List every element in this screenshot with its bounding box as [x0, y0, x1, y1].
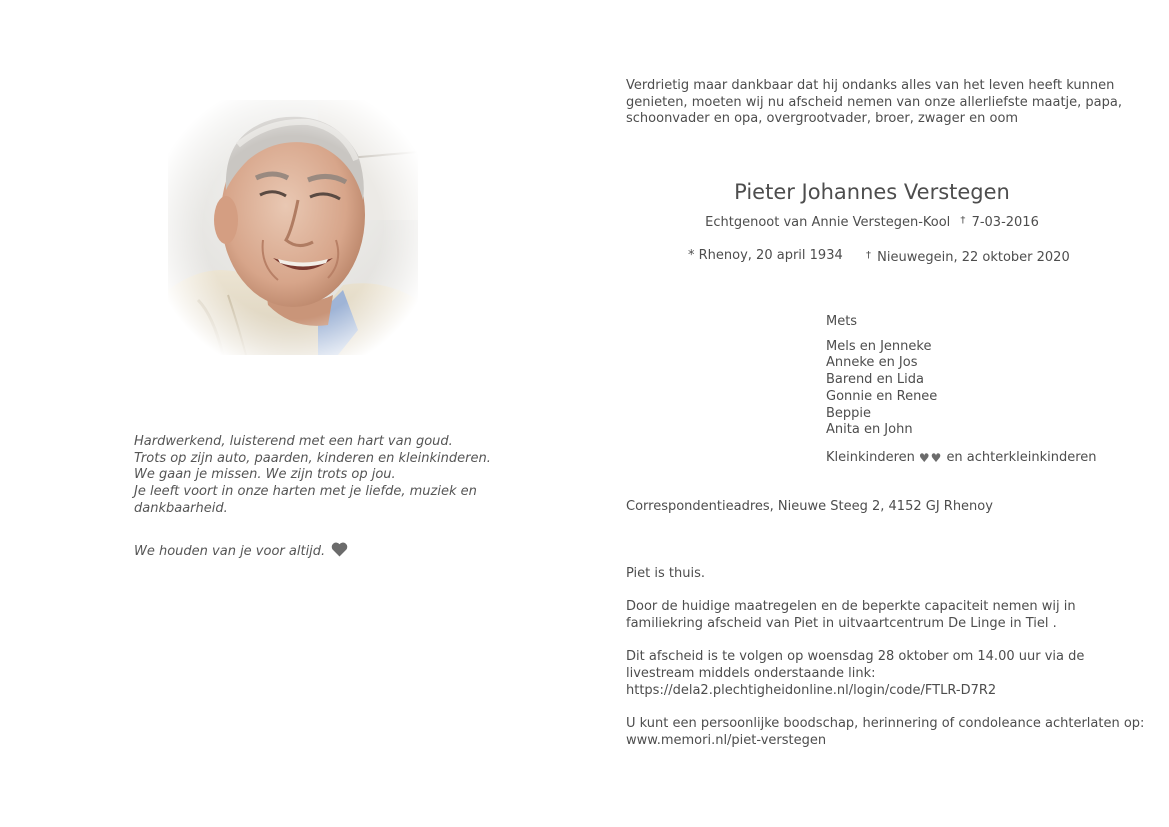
info-paragraph [626, 649, 1144, 699]
correspondence-address: Correspondentieadres, Nieuwe Steeg 2, 4152 GJ Rhenoy [626, 499, 993, 514]
intro-text [626, 78, 1122, 128]
spouse-line [626, 215, 1118, 230]
funeral-info [626, 566, 1144, 766]
info-line: Dit afscheid is te volgen op woensdag 28 oktober om 14.00 uur via de [626, 649, 1085, 665]
heart-icon [331, 542, 348, 561]
child-entry: Anita en John [826, 422, 913, 438]
info-line: familiekring afscheid van Piet in uitvaartcentrum De Linge in Tiel . [626, 616, 1057, 632]
intro-line: Verdrietig maar dankbaar dat hij ondanks alles van het leven heeft kunnen [626, 78, 1115, 93]
info-paragraph [626, 716, 1144, 749]
child-entry: Mels en Jenneke [826, 338, 932, 354]
poem-line: Je leeft voort in onze harten met je liefde, muziek en [134, 484, 477, 500]
deceased-name: Pieter Johannes Verstegen [734, 180, 1010, 204]
info-paragraph [626, 566, 1144, 583]
grandchildren-line [826, 450, 1097, 467]
great-grandchildren-label: en achterkleinkinderen [946, 450, 1097, 465]
poem-line: Hardwerkend, luisterend met een hart van goud. [134, 434, 453, 449]
child-entry: Beppie [826, 405, 872, 421]
child-entry: Gonnie en Renee [826, 388, 938, 404]
birth-info: * Rhenoy, 20 april 1934 [688, 248, 843, 263]
partner-name: Mets [826, 314, 858, 329]
livestream-link[interactable]: https://dela2.plechtigheidonline.nl/login/code/FTLR-D7R2 [626, 682, 997, 698]
poem [134, 434, 491, 518]
intro-line: schoonvader en opa, overgrootvader, broer, zwager en oom [626, 111, 1019, 127]
child-entry: Barend en Lida [826, 372, 925, 388]
spouse-date: 7-03-2016 [971, 215, 1039, 230]
info-line: Piet is thuis. [626, 566, 706, 581]
poem-line: dankbaarheid. [134, 500, 228, 516]
grandchildren-label: Kleinkinderen [826, 450, 915, 465]
info-paragraph [626, 599, 1144, 632]
spouse-text: Echtgenoot van Annie Verstegen-Kool [705, 215, 951, 230]
cross-icon: † [866, 250, 871, 261]
death-info [866, 248, 1070, 267]
child-entry: Anneke en Jos [826, 355, 918, 371]
poem-line: We gaan je missen. We zijn trots op jou. [134, 467, 396, 483]
poem-line: Trots op zijn auto, paarden, kinderen en kleinkinderen. [134, 450, 491, 466]
closing-text: We houden van je voor altijd. [134, 544, 326, 559]
info-line: livestream middels onderstaande link: [626, 666, 876, 682]
closing-line [134, 542, 348, 561]
intro-line: genieten, moeten wij nu afscheid nemen van onze allerliefste maatje, papa, [626, 94, 1122, 110]
hearts-icon: ♥♥ [918, 451, 943, 465]
death-text: Nieuwegein, 22 oktober 2020 [877, 250, 1070, 265]
info-line: U kunt een persoonlijke boodschap, herinnering of condoleance achterlaten op: [626, 716, 1145, 732]
memori-link[interactable]: www.memori.nl/piet-verstegen [626, 732, 827, 748]
portrait-photo [168, 100, 418, 355]
info-line: Door de huidige maatregelen en de beperkte capaciteit nemen wij in [626, 599, 1076, 615]
family-list [826, 314, 937, 439]
cross-icon: † [960, 215, 966, 226]
